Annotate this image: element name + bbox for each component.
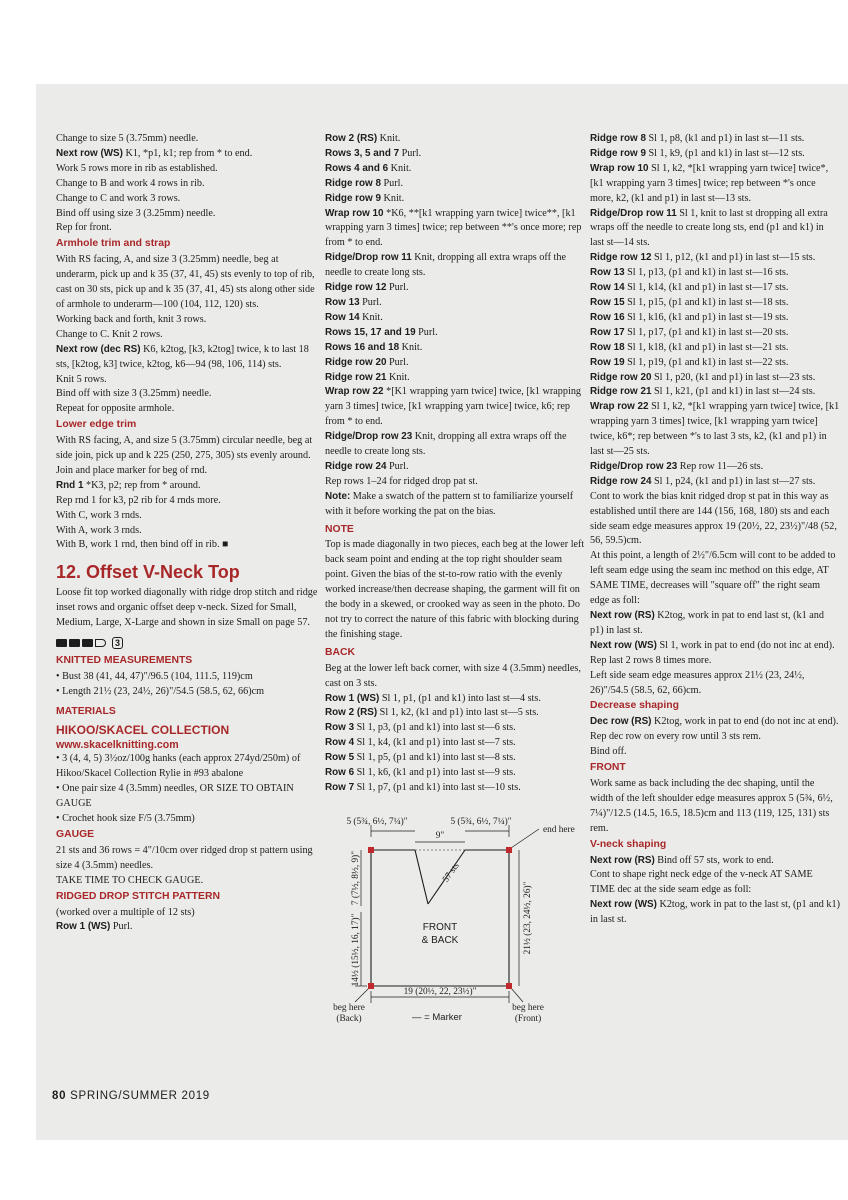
instruction-row	[590, 266, 840, 281]
instruction-row	[590, 162, 840, 207]
label-left-lower: 14½ (15½, 16, 17)"	[351, 913, 361, 987]
paragraph: Beg at the lower left back corner, with size 4 (3.5mm) needles, cast on 3 sts.	[325, 662, 581, 689]
label-top-left: 5 (5¾, 6½, 7¼)"	[346, 816, 408, 827]
paragraph: With B, work 1 rnd, then bind off in rib. ■	[56, 539, 229, 551]
legend-marker: — = Marker	[412, 1011, 462, 1023]
skill-bar-filled	[69, 639, 80, 647]
row-text: K1, *p1, k1; rep from * to end.	[122, 147, 253, 159]
row-text: Purl.	[110, 921, 133, 933]
instruction-row	[325, 490, 585, 520]
label-front: FRONT	[422, 921, 458, 933]
row-text: Sl 1, p19, (p1 and k1) in last st—22 sts.	[624, 356, 789, 368]
brand-name: HIKOO/SKACEL COLLECTION	[56, 722, 230, 737]
skill-level-number: 3	[112, 637, 123, 649]
instruction-row	[56, 920, 318, 935]
section-heading-decrease: Decrease shaping	[590, 700, 679, 712]
row-label: Rnd 1	[56, 479, 84, 491]
back-rows	[325, 692, 585, 796]
page-number: 80	[52, 1090, 67, 1102]
row-label: Rows 4 and 6	[325, 162, 389, 174]
paragraph: Rep rnd 1 for k3, p2 rib for 4 rnds more.	[56, 494, 221, 506]
instruction-row	[325, 341, 585, 356]
marker	[368, 847, 374, 853]
row-text: Knit.	[386, 371, 410, 383]
row-text: Sl 1, k21, (p1 and k1) in last st—24 sts.	[651, 386, 816, 398]
instruction-row	[590, 281, 840, 296]
row-text: K2tog, work in pat to end last st, (k1 and p1) in last st.	[590, 610, 824, 636]
row-label: Row 15	[590, 296, 625, 308]
note-label: Note:	[325, 490, 351, 502]
row-text: Sl 1, k2, *[k1 wrapping yarn twice] twice*, [k1 wrapping yarn 3 times] twice; rep between *'s once more, k2, (k1 and p1) in last st—13 sts.	[590, 162, 829, 204]
pattern-title: 12. Offset V-Neck Top	[56, 562, 240, 583]
paragraph: Cont to shape right neck edge of the v-neck AT SAME TIME dec at the side seam edge as foll:	[590, 869, 813, 896]
instruction-row	[325, 296, 585, 311]
paragraph: TAKE TIME TO CHECK GAUGE.	[56, 874, 204, 886]
row-label: Wrap row 10	[590, 162, 649, 174]
list-item: • 3 (4, 4, 5) 3½oz/100g hanks (each approx 274yd/250m) of Hikoo/Skacel Collection Rylie in #93 abalone	[56, 753, 301, 780]
row-label: Ridge/Drop row 23	[325, 431, 413, 443]
instruction-row	[325, 251, 585, 281]
paragraph: Bind off with size 3 (3.25mm) needle.	[56, 388, 212, 400]
row-text: Sl 1, p3, (p1 and k1) into last st—6 sts.	[354, 722, 516, 734]
paragraph: Change to B and work 4 rows in rib.	[56, 177, 205, 189]
paragraph: Top is made diagonally in two pieces, each beg at the lower left back seam point and ending at the top right shoulder seam point. Given the bias of the st-to-row ratio with the evenly worked increase/then decrease shaping, the garment will fit on the body in a skewed, or crooked way as seen in the photo. Do not try to correct the nature of this fabric with blocking during the finishing stage.	[325, 539, 585, 640]
instruction-row	[590, 311, 840, 326]
row-text: Sl 1, k6, (k1 and p1) into last st—9 sts.	[354, 767, 516, 779]
row-text: K2tog, work in pat to end (do not inc at end).	[651, 716, 839, 728]
paragraph: Working back and forth, knit 3 rows.	[56, 313, 207, 325]
row-label: Row 19	[590, 356, 625, 368]
label-and-back: & BACK	[421, 934, 459, 946]
row-text: Sl 1, p15, (p1 and k1) in last st—18 sts.	[624, 296, 789, 308]
instruction-row	[325, 385, 585, 430]
row-text: Purl.	[386, 356, 409, 368]
instruction-row	[590, 132, 840, 147]
row-label: Ridge row 12	[590, 252, 652, 264]
row-text: Sl 1, k2, (k1 and p1) into last st—5 sts.	[377, 707, 539, 719]
row-text: *K3, p2; rep from * around.	[83, 479, 201, 491]
column-2	[325, 132, 585, 1032]
row-text: Purl.	[399, 147, 422, 159]
issue-label: SPRING/SUMMER 2019	[70, 1090, 210, 1102]
row-label: Next row (RS)	[590, 610, 655, 621]
row-text: Sl 1, p17, (p1 and k1) in last st—20 sts.	[624, 326, 789, 338]
row-label: Wrap row 10	[325, 207, 384, 219]
paragraph: Repeat for opposite armhole.	[56, 403, 175, 415]
v-neck-left	[415, 850, 428, 904]
shaping-rows	[590, 609, 840, 654]
row-text: Sl 1, p20, (k1 and p1) in last st—23 sts.	[651, 371, 816, 383]
section-heading-vneck: V-neck shaping	[590, 838, 667, 850]
row-label: Ridge/Drop row 11	[590, 207, 677, 219]
instruction-row	[325, 177, 585, 192]
row-label: Row 16	[590, 311, 625, 323]
row-text: Knit.	[377, 133, 401, 144]
instruction-row	[325, 192, 585, 207]
paragraph: With C, work 3 rnds.	[56, 509, 142, 521]
row-label: Row 14	[590, 282, 625, 294]
paragraph: Rep for front.	[56, 222, 112, 234]
instruction-row	[590, 715, 840, 730]
row-label: Rows 16 and 18	[325, 341, 400, 353]
instruction-row	[325, 766, 585, 781]
instruction-row	[590, 296, 840, 311]
paragraph: Rep last 2 rows 8 times more.	[590, 654, 712, 666]
label-right: 21½ (23, 24½, 26)"	[523, 881, 533, 955]
row-label: Row 2 (RS)	[325, 133, 378, 144]
beg-front-pointer	[511, 988, 523, 1002]
instruction-row	[590, 400, 840, 460]
section-heading-ridged-pattern: RIDGED DROP STITCH PATTERN	[56, 890, 220, 902]
skill-bar-filled	[56, 639, 67, 647]
instruction-row	[325, 281, 585, 296]
instruction-row	[590, 854, 840, 869]
row-label: Row 13	[325, 296, 360, 308]
instruction-row	[56, 479, 318, 494]
row-label: Row 6	[325, 767, 355, 779]
label-beg-front: beg here	[512, 1002, 544, 1013]
marker	[368, 983, 374, 989]
section-heading-lower-edge: Lower edge trim	[56, 419, 137, 431]
pattern-intro: Loose fit top worked diagonally with ridge drop stitch and ridge inset rows and organic offset deep v-neck. Sized for Small, Medium, Large, X-Large and shown in size Small on page 57.	[56, 587, 318, 629]
row-text: Sl 1, p12, (k1 and p1) in last st—15 sts.	[651, 252, 816, 264]
brand-url: www.skacelknitting.com	[56, 738, 179, 751]
list-item: • Crochet hook size F/5 (3.75mm)	[56, 813, 195, 825]
label-front-paren: (Front)	[514, 1013, 542, 1024]
row-text: Bind off 57 sts, work to end.	[654, 854, 774, 866]
paragraph: Work same as back including the dec shaping, until the width of the left shoulder edge measures approx 5 (5¾, 6½, 7¼)"/12.5 (14.5, 16.5, 18.5)cm and 113 (119, 125, 131) sts rem.	[590, 777, 833, 834]
row-label: Ridge row 20	[325, 356, 387, 368]
row-text: Sl 1, p1, (p1 and k1) into last st—4 sts.	[379, 692, 541, 704]
label-beg-back: beg here	[333, 1002, 365, 1013]
label-bottom: 19 (20½, 22, 23½)"	[403, 986, 477, 997]
schematic-diagram	[325, 802, 583, 1026]
row-label: Ridge row 8	[325, 177, 381, 189]
paragraph: With RS facing, A, and size 3 (3.25mm) needle, beg at underarm, pick up and k 35 (37, 41, 45) sts evenly to top of rib, cast on 30 sts, pick up and k 35 (37, 41, 45) sts along other side of armhole to underarm—100 (104, 112, 120) sts.	[56, 254, 315, 310]
label-end-here: end here	[543, 824, 575, 835]
row-label: Row 17	[590, 326, 625, 338]
instruction-row	[590, 371, 840, 386]
row-label: Row 4	[325, 737, 355, 749]
paragraph: Knit 5 rows.	[56, 373, 107, 385]
paragraph: (worked over a multiple of 12 sts)	[56, 906, 195, 918]
row-text: Knit, dropping all extra wraps off the needle to create long sts.	[325, 252, 566, 279]
instruction-row	[590, 341, 840, 356]
pattern-rows	[325, 132, 585, 475]
paragraph: With A, work 3 rnds.	[56, 524, 142, 536]
row-text: Knit.	[359, 311, 383, 323]
row-text: Purl.	[415, 326, 438, 338]
instruction-row	[590, 356, 840, 371]
row-text: K2tog, work in pat to the last st, (p1 and k1) in last st.	[590, 899, 841, 926]
row-label: Next row (dec RS)	[56, 343, 141, 355]
row-label: Ridge/Drop row 11	[325, 252, 412, 264]
instruction-row	[325, 751, 585, 766]
paragraph: Bind off using size 3 (3.25mm) needle.	[56, 207, 216, 219]
instruction-row	[325, 326, 585, 341]
instruction-row	[325, 721, 585, 736]
paragraph: Bind off.	[590, 746, 627, 758]
row-text: Purl.	[386, 282, 409, 294]
row-text: Rep row 11—26 sts.	[677, 460, 764, 472]
paragraph: Change to C. Knit 2 rows.	[56, 328, 163, 340]
row-label: Ridge row 21	[325, 371, 387, 383]
magazine-page	[36, 84, 848, 1140]
marker	[506, 847, 512, 853]
instruction-row	[56, 147, 318, 162]
instruction-row	[325, 207, 585, 252]
paragraph: 21 sts and 36 rows = 4"/10cm over ridged drop st pattern using size 4 (3.5mm) needles.	[56, 844, 313, 871]
instruction-row	[325, 460, 585, 475]
section-heading-materials: MATERIALS	[56, 705, 116, 717]
label-left-upper: 7 (7½, 8½, 9)"	[351, 850, 361, 905]
paragraph: Rep dec row on every row until 3 sts rem.	[590, 731, 761, 743]
section-heading-back: BACK	[325, 646, 356, 658]
instruction-row	[590, 251, 840, 266]
row-label: Ridge/Drop row 23	[590, 460, 678, 472]
row-text: *[K1 wrapping yarn twice] twice, [k1 wrapping yarn 3 times] twice, [k1 wrapping yarn twice] twice, k6; rep from * to end.	[325, 386, 582, 428]
row-text: Knit, dropping all extra wraps off the needle to create long sts.	[325, 431, 567, 458]
page-footer	[52, 1090, 210, 1102]
instruction-row	[325, 706, 585, 721]
row-label: Ridge row 9	[325, 192, 381, 204]
marker	[506, 983, 512, 989]
row-label: Ridge row 21	[590, 386, 652, 398]
row-text: K6, k2tog, [k3, k2tog] twice, k to last 18 sts, [k2tog, k3] twice, k2tog, k6—94 (98, 106, 114) sts.	[56, 343, 309, 370]
row-text: Sl 1, p7, (p1 and k1) into last st—10 sts.	[354, 781, 521, 793]
row-label: Next row (WS)	[590, 639, 657, 651]
paragraph: With RS facing, A, and size 5 (3.75mm) circular needle, beg at side join, pick up and k 225 (250, 275, 305) sts evenly around. Join and place marker for beg of rnd.	[56, 435, 313, 476]
row-text: Sl 1, p24, (k1 and p1) in last st—27 sts.	[651, 475, 816, 487]
row-label: Next row (WS)	[56, 147, 123, 159]
skill-level-indicator	[56, 637, 318, 649]
instruction-row	[325, 311, 585, 326]
label-top-right: 5 (5¾, 6½, 7¼)"	[450, 816, 512, 827]
paragraph: Change to C and work 3 rows.	[56, 192, 181, 204]
instruction-row	[325, 736, 585, 751]
instruction-row	[325, 162, 585, 177]
row-label: Row 18	[590, 341, 625, 353]
row-text: Sl 1, work in pat to end (do not inc at end).	[656, 639, 835, 651]
row-label: Row 1 (WS)	[325, 692, 380, 704]
paragraph: Left side seam edge measures approx 21½ (23, 24½, 26)"/54.5 (58.5, 62, 66)cm.	[590, 669, 805, 696]
row-text: Sl 1, k18, (k1 and p1) in last st—21 sts.	[624, 341, 789, 353]
label-back: (Back)	[336, 1013, 362, 1024]
paragraph: Work 5 rows more in rib as established.	[56, 162, 218, 174]
row-text: Sl 1, k9, (p1 and k1) in last st—12 sts.	[645, 147, 805, 159]
row-label: Ridge row 24	[590, 475, 652, 487]
row-text: Purl.	[380, 177, 404, 189]
section-heading-front: FRONT	[590, 762, 626, 774]
instruction-row	[325, 356, 585, 371]
instruction-row	[325, 371, 585, 386]
row-label: Dec row (RS)	[590, 716, 652, 728]
row-text: Knit.	[388, 162, 412, 174]
row-label: Ridge row 20	[590, 371, 652, 383]
instruction-row	[590, 898, 840, 928]
row-text: Knit.	[399, 341, 423, 353]
instruction-row	[590, 207, 840, 252]
row-label: Row 14	[325, 311, 360, 323]
row-label: Wrap row 22	[590, 401, 649, 413]
instruction-row	[590, 609, 840, 639]
list-item: • Bust 38 (41, 44, 47)"/96.5 (104, 111.5, 119)cm	[56, 670, 253, 682]
paragraph: Change to size 5 (3.75mm) needle.	[56, 133, 199, 144]
row-text: *K6, **[k1 wrapping yarn twice] twice**, [k1 wrapping yarn 3 times] twice; rep between **'s once more; rep from * to end.	[325, 207, 582, 249]
row-text: Sl 1, k4, (k1 and p1) into last st—7 sts.	[354, 737, 516, 749]
row-label: Row 3	[325, 722, 355, 734]
note-text: Make a swatch of the pattern st to familiarize yourself with it before working the pat on the bias.	[325, 490, 574, 517]
end-pointer	[511, 829, 539, 848]
row-label: Wrap row 22	[325, 386, 384, 398]
row-label: Ridge row 8	[590, 133, 646, 144]
instruction-row	[325, 692, 585, 707]
instruction-row	[325, 132, 585, 147]
skill-bar-filled	[82, 639, 93, 647]
instruction-row	[325, 781, 585, 796]
row-text: Sl 1, k14, (k1 and p1) in last st—17 sts.	[624, 282, 789, 294]
list-item: • Length 21½ (23, 24½, 26)"/54.5 (58.5, 62, 66)cm	[56, 685, 265, 697]
instruction-row	[590, 475, 840, 490]
row-text: Sl 1, p5, (p1 and k1) into last st—8 sts.	[354, 752, 516, 764]
row-label: Row 5	[325, 752, 355, 764]
section-heading-note: NOTE	[325, 523, 354, 535]
instruction-row	[590, 460, 840, 475]
label-v-sts: 57 sts	[441, 861, 462, 885]
row-label: Ridge row 9	[590, 147, 646, 159]
column-1	[56, 132, 318, 935]
row-text: Sl 1, p13, (p1 and k1) in last st—16 sts.	[624, 267, 789, 279]
row-label: Rows 15, 17 and 19	[325, 326, 416, 338]
instruction-row	[56, 343, 318, 373]
column-3	[590, 132, 840, 928]
section-heading-gauge: GAUGE	[56, 828, 95, 840]
label-neck: 9"	[435, 830, 445, 841]
row-label: Ridge row 12	[325, 282, 387, 294]
instruction-row	[325, 430, 585, 460]
pattern-rows	[590, 132, 840, 490]
row-label: Row 7	[325, 781, 355, 793]
paragraph: Rep rows 1–24 for ridged drop pat st.	[325, 475, 478, 487]
row-label: Row 1 (WS)	[56, 921, 111, 933]
beg-back-pointer	[355, 988, 369, 1002]
instruction-row	[590, 385, 840, 400]
row-text: Sl 1, knit to last st dropping all extra wraps off the needle to create long sts, end (p1 and k1) in last st—14 sts.	[590, 207, 828, 249]
row-label: Next row (WS)	[590, 899, 657, 911]
instruction-row	[590, 147, 840, 162]
row-text: Purl.	[386, 460, 409, 472]
row-text: Knit.	[380, 192, 405, 204]
row-text: Purl.	[359, 296, 382, 308]
instruction-row	[325, 147, 585, 162]
row-label: Next row (RS)	[590, 854, 655, 866]
row-label: Row 13	[590, 267, 625, 279]
row-label: Rows 3, 5 and 7	[325, 147, 400, 159]
section-heading-armhole: Armhole trim and strap	[56, 238, 171, 250]
row-label: Row 2 (RS)	[325, 707, 378, 719]
instruction-row	[590, 326, 840, 341]
section-heading-measurements: KNITTED MEASUREMENTS	[56, 655, 193, 666]
skill-bar-empty	[95, 639, 106, 647]
row-text: Sl 1, k2, *[k1 wrapping yarn twice] twice, [k1 wrapping yarn 3 times] twice, [k1 wrapping yarn twice] twice, k6*; rep between *'s to last 3 sts, k2, (k1 and p1) in last st—25 sts.	[590, 401, 840, 458]
list-item: • One pair size 4 (3.5mm) needles, OR SIZE TO OBTAIN GAUGE	[56, 783, 294, 810]
row-text: Sl 1, k16, (k1 and p1) in last st—19 sts.	[624, 311, 789, 323]
paragraph: Cont to work the bias knit ridged drop st pat in this way as established until there are 144 (156, 168, 180) sts and each side seam edge measures approx 19 (20½, 22, 23½)"/48 (52, 56, 59.5)cm.	[590, 490, 837, 547]
instruction-row	[590, 639, 840, 654]
row-text: Sl 1, p8, (k1 and p1) in last st—11 sts.	[645, 133, 805, 144]
paragraph: At this point, a length of 2½"/6.5cm will cont to be added to left seam edge using the seam inc method on this edge, AT SAME TIME, decreases will "square off" the right seam edge as foll:	[590, 550, 836, 607]
row-label: Ridge row 24	[325, 460, 387, 472]
